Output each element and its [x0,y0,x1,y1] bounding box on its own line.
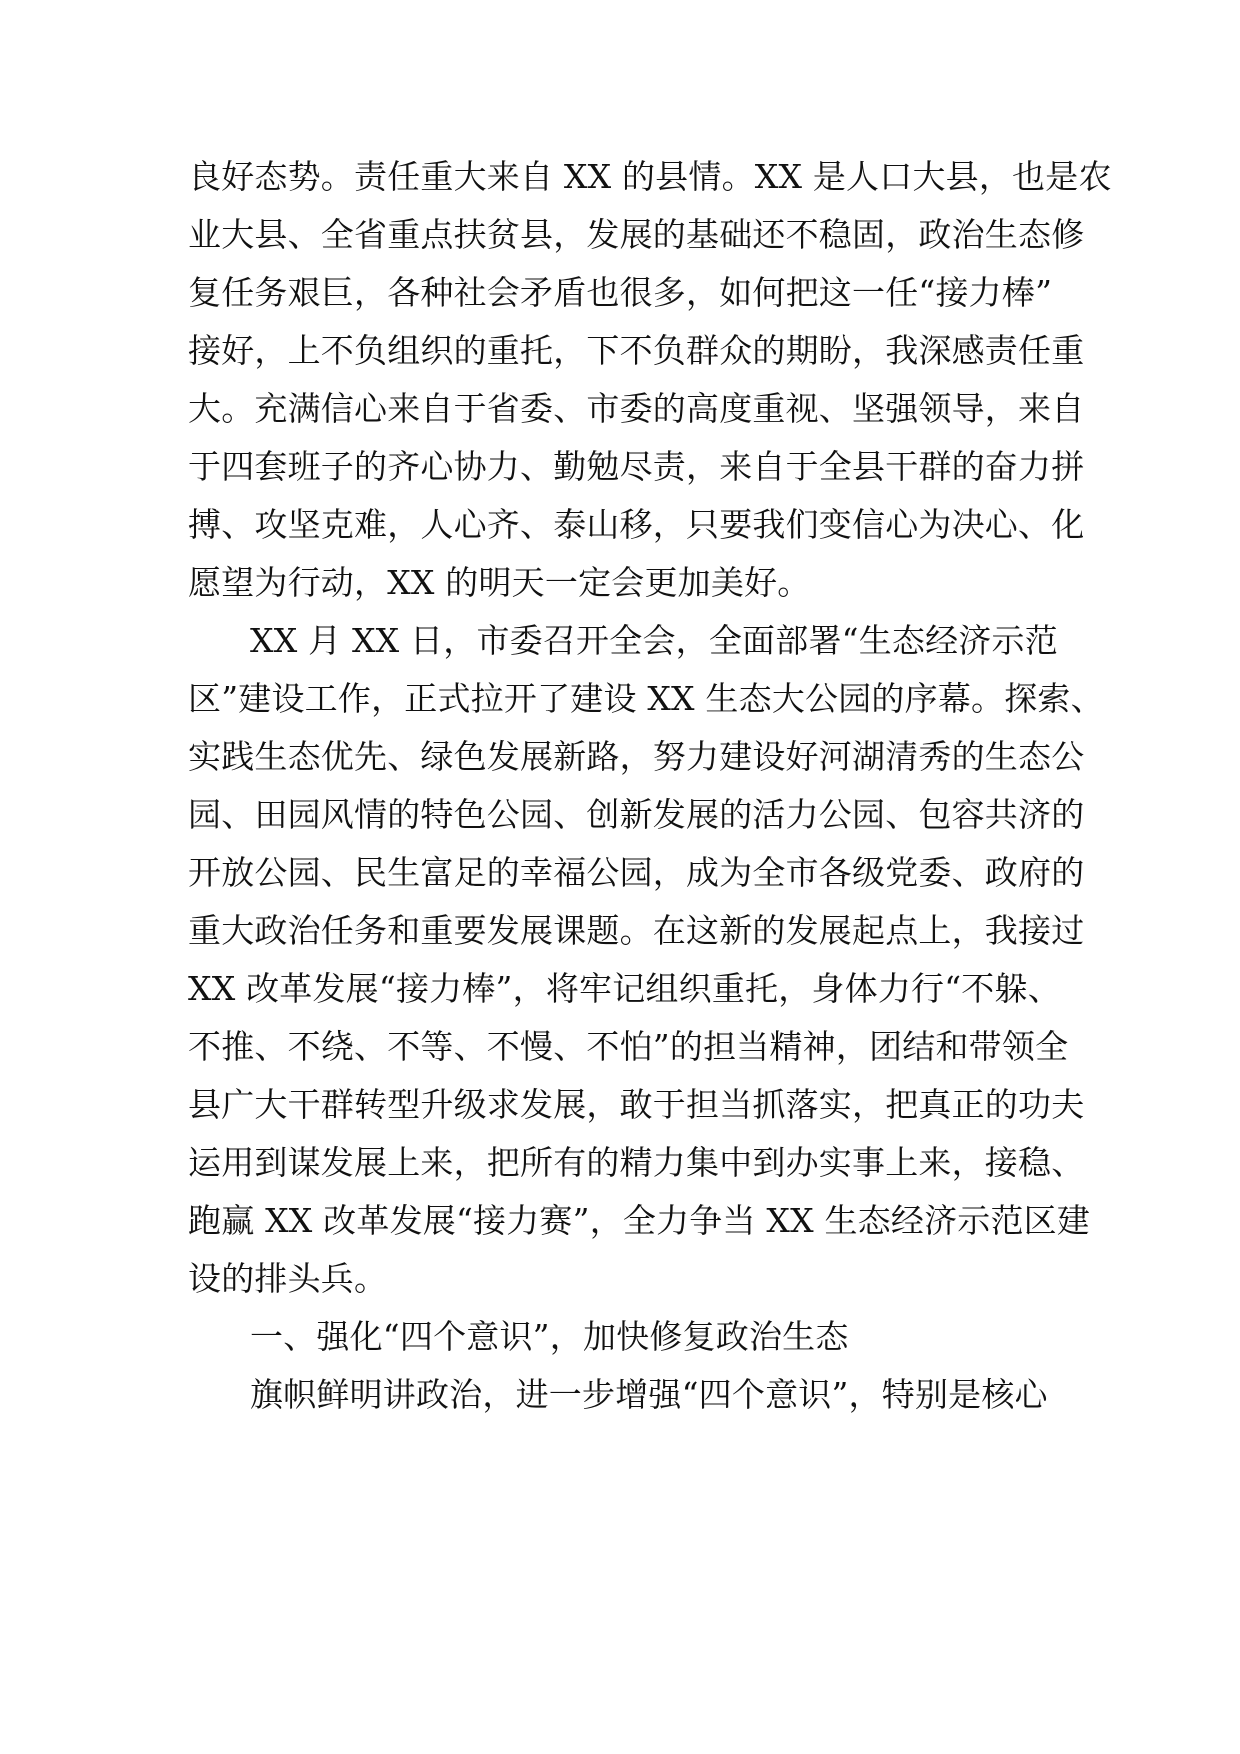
body-text-line: 接好，上不负组织的重托，下不负群众的期盼，我深感责任重 [188,331,1085,370]
body-text-line: 不推、不绕、不等、不慢、不怕”的担当精神，团结和带领全 [188,1027,1069,1066]
body-text-line: 于四套班子的齐心协力、勤勉尽责，来自于全县干群的奋力拼 [188,447,1085,486]
section-heading: 一、强化“四个意识”，加快修复政治生态 [250,1317,849,1356]
body-text-line: 开放公园、民生富足的幸福公园，成为全市各级党委、政府的 [188,853,1085,892]
body-text-line: XX 改革发展“接力棒”，将牢记组织重托，身体力行“不躲、 [188,969,1061,1008]
body-text-line: 大。充满信心来自于省委、市委的高度重视、坚强领导，来自 [188,389,1085,428]
body-text-line: 实践生态优先、绿色发展新路，努力建设好河湖清秀的生态公 [188,737,1085,776]
body-text-line: 愿望为行动，XX 的明天一定会更加美好。 [188,563,811,602]
paragraph-first-line: 旗帜鲜明讲政治，进一步增强“四个意识”，特别是核心 [250,1375,1048,1414]
body-text-line: 复任务艰巨，各种社会矛盾也很多，如何把这一任“接力棒” [188,273,1053,312]
body-text-line: 园、田园风情的特色公园、创新发展的活力公园、包容共济的 [188,795,1085,834]
body-text-line: 重大政治任务和重要发展课题。在这新的发展起点上，我接过 [188,911,1085,950]
body-text-line: 运用到谋发展上来，把所有的精力集中到办实事上来，接稳、 [188,1143,1085,1182]
body-text-line: 良好态势。责任重大来自 XX 的县情。XX 是人口大县，也是农 [188,157,1112,196]
body-text-line: 业大县、全省重点扶贫县，发展的基础还不稳固，政治生态修 [188,215,1085,254]
body-text-line: 设的排头兵。 [188,1259,388,1298]
body-text-line: 跑赢 XX 改革发展“接力赛”，全力争当 XX 生态经济示范区建 [188,1201,1091,1240]
body-text-line: 区”建设工作，正式拉开了建设 XX 生态大公园的序幕。探索、 [188,679,1104,718]
body-text-line: 县广大干群转型升级求发展，敢于担当抓落实，把真正的功夫 [188,1085,1085,1124]
paragraph-first-line: XX 月 XX 日，市委召开全会，全面部署“生态经济示范 [250,621,1058,660]
body-text-line: 搏、攻坚克难，人心齐、泰山移，只要我们变信心为决心、化 [188,505,1085,544]
